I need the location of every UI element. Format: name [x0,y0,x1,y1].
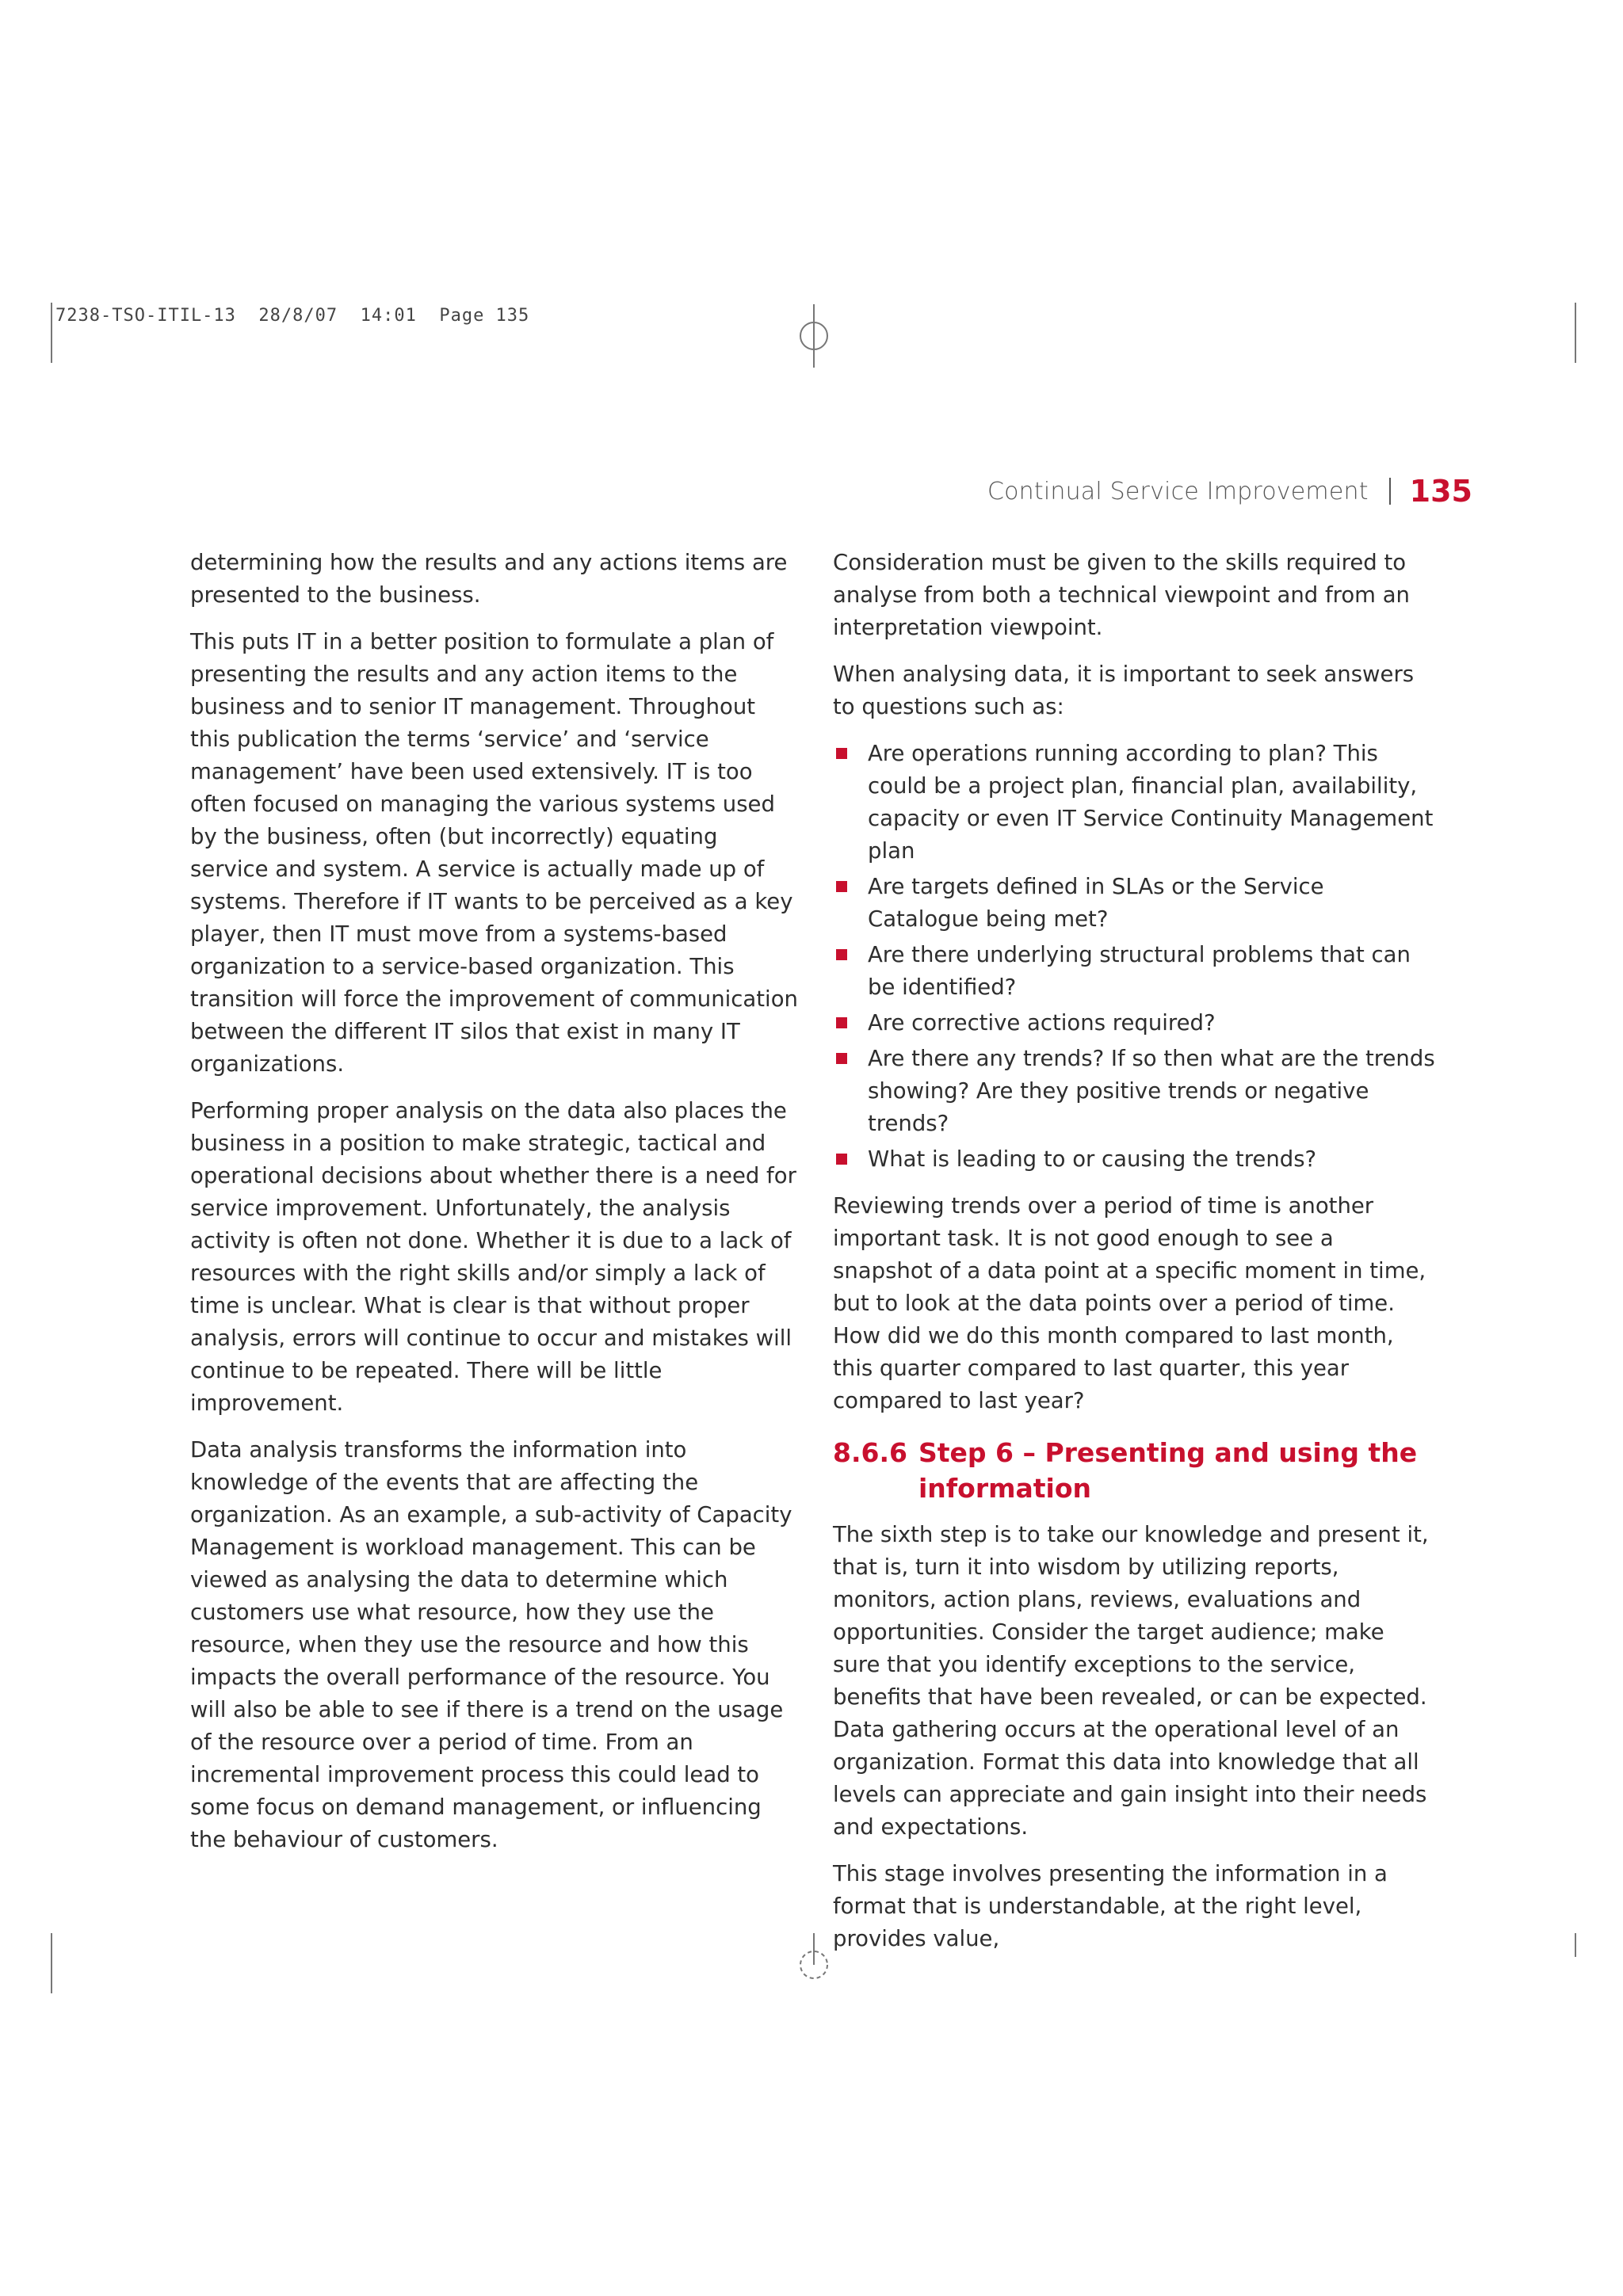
paragraph: The sixth step is to take our knowledge and present it, that is, turn it into wisdom by utilizing reports, monitors, action plans, reviews, evaluations and opportunities. Consider the target audience; make sure that you identify exceptions to the service, benefits that have been revealed, or can be expected. Data gathering occurs at the operational level of an organization. Format this data into knowledge that all levels can appreciate and gain insight into their needs and expectations. [833,1522,1429,1840]
crop-mark-top-left [51,303,52,363]
paragraph: Performing proper analysis on the data also places the business in a position to make strategic, tactical and operational decisions about whether there is a need for service improvement. Unfortunately, the analysis activity is often not done. Whether it is due to a lack of resources with the right skills and/or simply a lack of time is unclear. What is clear is that without proper analysis, errors will continue to occur and mistakes will continue to be repeated. There will be little improvement. [190,1098,796,1416]
list-item [833,871,1435,936]
paragraph: Data analysis transforms the information into knowledge of the events that are affecting the organization. As an example, a sub-activity of Capacity Management is workload management. This can be viewed as analysing the data to determine which customers use what resource, how they use the resource, when they use the resource and how this impacts the overall performance of the resource. You will also be able to see if there is a trend on the usage of the resource over a period of time. From an incremental improvement process this could lead to some focus on demand management, or influencing the behaviour of customers. [190,1437,792,1852]
paragraph: determining how the results and any actions items are presented to the business. [190,550,788,608]
section-number: 8.6.6 [833,1437,907,1468]
list-item [833,738,1435,868]
running-head [987,474,1472,509]
page-number: 135 [1409,474,1472,509]
right-column [833,547,1435,1970]
list-item [833,939,1435,1004]
section-title: Step 6 – Presenting and using the information [918,1437,1418,1504]
square-bullet-icon [836,748,847,759]
paragraph: This stage involves presenting the information in a format that is understandable, at the right level, provides value, [833,1861,1388,1951]
left-column [190,547,800,1871]
paragraph: This puts IT in a better position to formulate a plan of presenting the results and any action items to the business and to senior IT management. Throughout this publication the terms ‘service’ and ‘service management’ have been used extensively. IT is too often focused on managing the various systems used by the business, often (but incorrectly) equating service and system. A service is actually made up of systems. Therefore if IT wants to be perceived as a key player, then IT must move from a systems-based organization to a service-based organization. This transition will force the improvement of communication between the different IT silos that exist in many IT organizations. [190,629,798,1077]
list-item-text: Are corrective actions required? [868,1010,1216,1035]
list-item [833,1043,1435,1140]
paragraph: When analysing data, it is important to seek answers to questions such as: [833,662,1415,719]
list-item-text: Are there underlying structural problems that can be identified? [868,942,1411,1000]
crop-mark-top-right [1575,303,1576,363]
square-bullet-icon [836,1017,847,1028]
question-list [833,738,1435,1176]
list-item-text: Are there any trends? If so then what are the trends showing? Are they positive trends or negative trends? [868,1046,1435,1136]
list-item [833,1007,1435,1039]
registration-mark-top [794,304,834,368]
paragraph: Consideration must be given to the skills required to analyse from both a technical viewpoint and from an interpretation viewpoint. [833,550,1410,640]
running-head-section: Continual Service Improvement [987,477,1369,505]
list-item-text: Are operations running according to plan? This could be a project plan, financial plan, availability, capacity or even IT Service Continuity Management plan [868,741,1434,864]
print-slug: 7238-TSO-ITIL-13 28/8/07 14:01 Page 135 [55,306,530,326]
registration-mark-bottom [794,1933,834,1997]
section-heading [833,1435,1435,1506]
square-bullet-icon [836,881,847,892]
square-bullet-icon [836,949,847,960]
list-item-text: What is leading to or causing the trends? [868,1146,1317,1172]
running-head-divider [1389,478,1391,505]
square-bullet-icon [836,1053,847,1064]
crop-mark-bottom-left [51,1933,52,1993]
list-item [833,1143,1435,1176]
square-bullet-icon [836,1154,847,1165]
list-item-text: Are targets defined in SLAs or the Service Catalogue being met? [868,874,1324,932]
crop-mark-bottom-right [1575,1933,1576,1957]
paragraph: Reviewing trends over a period of time is another important task. It is not good enough to see a snapshot of a data point at a specific moment in time, but to look at the data points over a period of time. How did we do this month compared to last month, this quarter compared to last quarter, this year compared to last year? [833,1193,1426,1413]
